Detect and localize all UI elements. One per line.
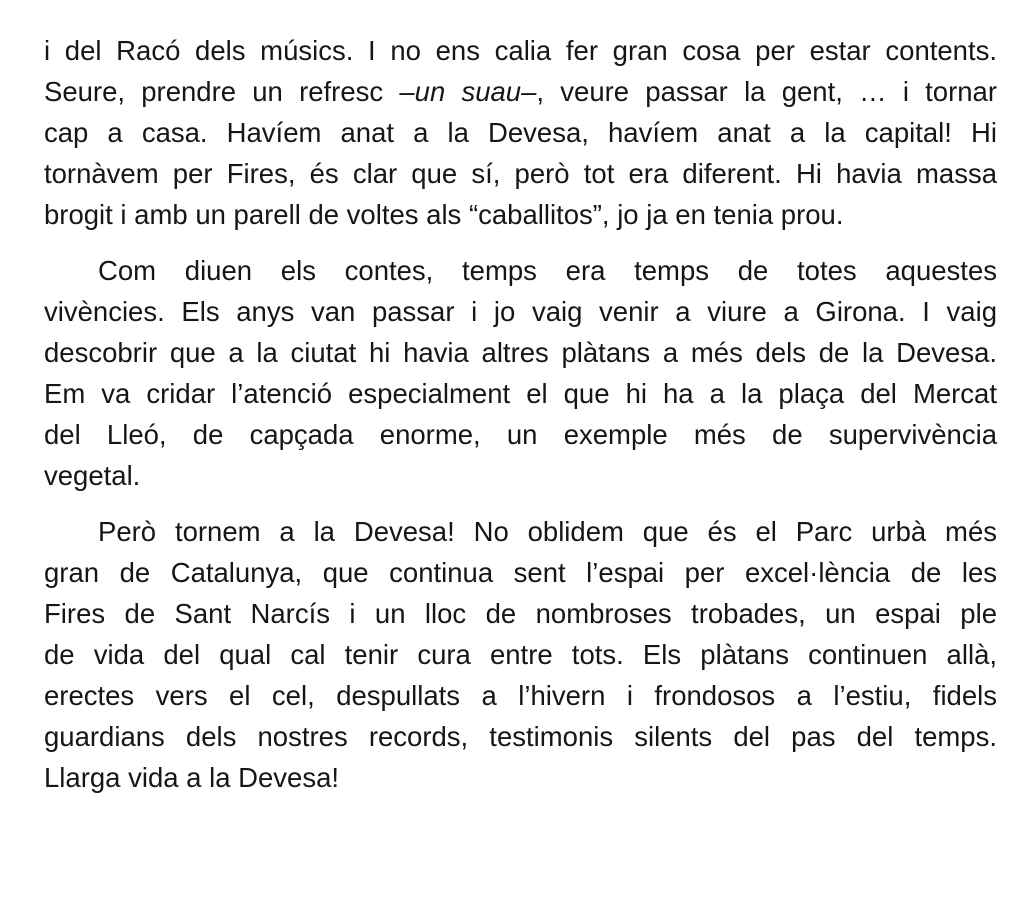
- text-line: Llarga vida a la Devesa!: [44, 762, 340, 793]
- text-line: cap a casa. Havíem anat a la Devesa, havíem anat a la capital! Hi: [44, 117, 997, 148]
- text-line: vegetal.: [44, 460, 141, 491]
- text-line: de vida del qual cal tenir cura entre tots. Els plàtans continuen allà,: [44, 639, 997, 670]
- text-line: del Lleó, de capçada enorme, un exemple més de supervivència: [44, 419, 997, 450]
- paragraph-3: [44, 511, 997, 798]
- text-line: brogit i amb un parell de voltes als “caballitos”, jo ja en tenia prou.: [44, 199, 844, 230]
- text-line: i del Racó dels músics. I no ens calia fer gran cosa per estar contents.: [44, 35, 997, 66]
- text-span: , veure passar la gent, … i tornar: [536, 76, 997, 107]
- text-line: erectes vers el cel, despullats a l’hivern i frondosos a l’estiu, fidels: [44, 680, 997, 711]
- italic-text: –un suau–: [399, 76, 537, 107]
- document-page: [44, 30, 997, 798]
- paragraph-spacer: [44, 235, 997, 250]
- text-line: Fires de Sant Narcís i un lloc de nombroses trobades, un espai ple: [44, 598, 997, 629]
- text-line: vivències. Els anys van passar i jo vaig venir a viure a Girona. I vaig: [44, 296, 997, 327]
- text-line: descobrir que a la ciutat hi havia altres plàtans a més dels de la Devesa.: [44, 337, 997, 368]
- paragraph-spacer: [44, 496, 997, 511]
- text-line: Em va cridar l’atenció especialment el que hi ha a la plaça del Mercat: [44, 378, 997, 409]
- text-span: Seure, prendre un refresc: [44, 76, 400, 107]
- paragraph-1: [44, 30, 997, 235]
- paragraph-2: [44, 250, 997, 496]
- text-line: tornàvem per Fires, és clar que sí, però tot era diferent. Hi havia massa: [44, 158, 997, 189]
- text-line: gran de Catalunya, que continua sent l’espai per excel·lència de les: [44, 557, 997, 588]
- text-line: guardians dels nostres records, testimonis silents del pas del temps.: [44, 721, 997, 752]
- text-line: [44, 71, 997, 112]
- text-line: Com diuen els contes, temps era temps de totes aquestes: [98, 255, 997, 286]
- text-line: Però tornem a la Devesa! No oblidem que és el Parc urbà més: [98, 516, 997, 547]
